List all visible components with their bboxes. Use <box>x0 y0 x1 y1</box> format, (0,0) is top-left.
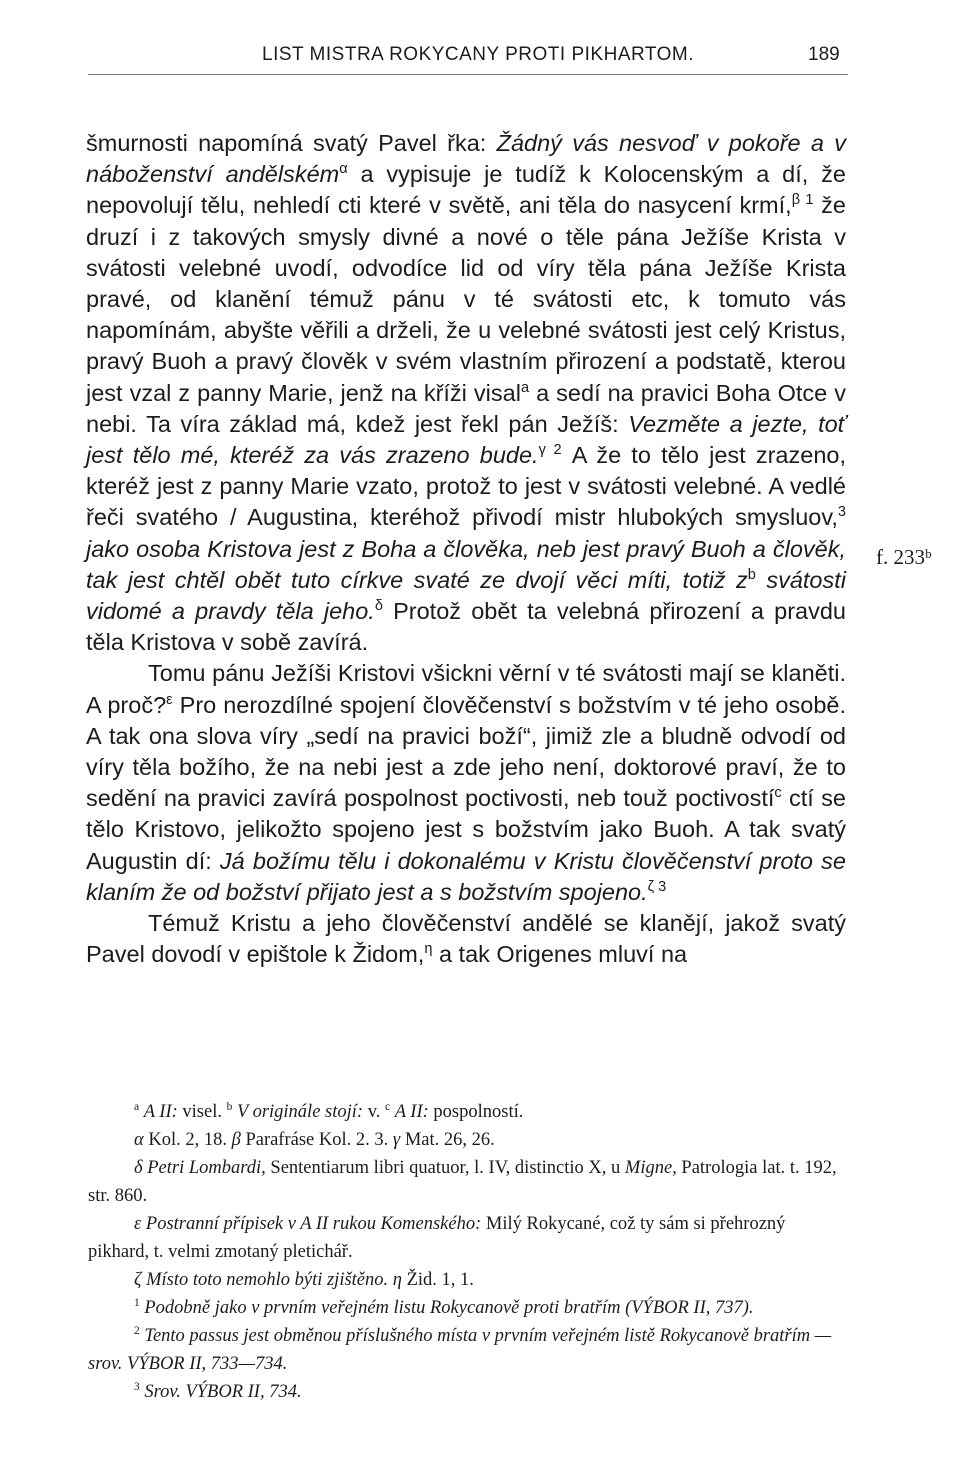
italic-text: A II: <box>394 1102 429 1122</box>
italic-text: β <box>231 1130 241 1150</box>
text-span: Parafráse Kol. 2. 3. <box>240 1130 393 1150</box>
text-span: pospolností. <box>428 1102 524 1122</box>
text-span: visel. <box>177 1102 227 1122</box>
text-span: Kol. 2, 18. <box>143 1130 232 1150</box>
margin-folio-note: f. 233ᵇ <box>876 545 932 569</box>
italic-text: ε Postranní přípisek v A II rukou Komenského: <box>134 1214 482 1234</box>
italic-text: A II: <box>143 1102 178 1122</box>
footnote <box>88 1294 846 1322</box>
text-span: Patrologia lat. t. 192, str. 860. <box>88 1158 837 1206</box>
text-span: A že to tělo jest zrazeno, kteréž jest z panny Marie vzato, protož to jest v svátosti velebné. A vedlé řeči svatého / Augustina, kteréhož přivodí mistr hlubokých smysluov, <box>86 442 846 531</box>
note-marker: δ <box>374 598 383 615</box>
note-marker: 3 <box>134 1380 140 1393</box>
page-number: 189 <box>808 44 840 65</box>
header-rule <box>88 74 848 75</box>
running-header <box>0 30 960 78</box>
paragraph <box>86 658 846 908</box>
note-marker: a <box>520 379 530 396</box>
paragraph <box>86 128 846 658</box>
footnote <box>88 1098 846 1126</box>
note-marker: η <box>424 941 433 958</box>
italic-text: Žádný vás nesvoď v pokoře a v náboženství andělském <box>86 130 846 188</box>
footnote <box>88 1126 846 1154</box>
note-marker: 2 <box>134 1324 140 1337</box>
text-span: Milý Rokycané, což ty sám si přehrozný pikhard, t. velmi zmotaný pletichář. <box>88 1214 786 1262</box>
italic-text: Podobně jako v prvním veřejném listu Rokycanově proti bratřím (VÝBOR II, 737). <box>144 1298 754 1318</box>
text-span: Tomu pánu Ježíši Kristovi všickni věrní v té svátosti mají se klaněti. A proč? <box>86 660 846 718</box>
italic-text: Vezměte a jezte, toť jest tělo mé, kteréž za vás zrazeno bude. <box>86 410 846 469</box>
text-span: a sedí na pravici Boha Otce v nebi. Ta víra základ má, kdež jest řekl pán Ježíš: <box>86 379 847 437</box>
note-marker: c <box>774 785 782 802</box>
note-marker: ε <box>166 691 173 708</box>
footnote <box>88 1154 846 1210</box>
italic-text: Tento passus jest obměnou příslušného místa v prvním veřejném listě Rokycanově bratřím — srov. VÝBOR II, 733—734. <box>88 1326 832 1374</box>
italic-text: δ Petri Lombardi, <box>134 1158 266 1178</box>
note-marker: 3 <box>837 504 846 521</box>
note-marker: ζ 3 <box>647 879 667 896</box>
text-span: a tak Origenes mluví na <box>432 941 688 968</box>
text-span: šmurnosti napomíná svatý Pavel řka: <box>86 130 497 156</box>
text-span: že druzí i z takových smysly divné a nové o těle pána Ježíše Krista v svátosti velebné uvodí, odvodíce lid od víry těla pána Ježíše Krista pravé, od klanění témuž pánu v té svátosti etc, k tomuto vás napomínám, abyšte věřili a drželi, že u velebné svátosti jest celý Kristus, pravý Buoh a pravý člověk v svém vlastním přirození a podstatě, kterou jest vzal z panny Marie, jenž na kříži visal <box>86 192 847 406</box>
text-span: Témuž Kristu a jeho člověčenství andělé se klanějí, jakož svatý Pavel dovodí v epištole k Židom, <box>86 910 846 968</box>
note-marker: 1 <box>134 1296 140 1309</box>
text-span: v. <box>363 1102 385 1122</box>
italic-text: ζ Místo toto nemohlo býti zjištěno. <box>134 1270 389 1290</box>
italic-text: γ <box>392 1130 401 1150</box>
italic-text: V originále stojí: <box>236 1102 364 1122</box>
text-span: Sententiarum libri quatuor, l. IV, distinctio X, u <box>265 1158 625 1178</box>
footnotes <box>88 1098 846 1406</box>
main-text <box>86 128 846 970</box>
note-marker: b <box>747 567 756 584</box>
text-span: Žid. 1, 1. <box>401 1270 474 1290</box>
note-marker: a <box>134 1100 140 1113</box>
footnote <box>88 1322 846 1378</box>
italic-text: Migne, <box>624 1158 677 1178</box>
italic-text: α <box>134 1130 144 1150</box>
note-marker: α <box>339 161 348 178</box>
italic-text: jako osoba Kristova jest z Boha a člověka, neb jest pravý Buoh a člověk, tak jest chtěl obět tuto církve svaté ze dvojí věci míti, totiž z <box>86 535 846 593</box>
text-span: Mat. 26, 26. <box>400 1130 495 1150</box>
text-span: Pro nerozdílné spojení člověčenství s božstvím v té jeho osobě. A tak ona slova víry „sedí na pravici boží“, jimiž zle a bludně odvodí od víry těla božího, že na nebi jest a zde jeho není, doktorové praví, že to sedění na pravici zavírá pospolnost poctivosti, neb touž poctivostí <box>86 691 846 812</box>
note-marker: γ 2 <box>538 442 562 459</box>
italic-text: Já božímu tělu i dokonalému v Kristu člověčenství proto se klaním že od božství přijato jest a s božstvím spojeno. <box>86 847 846 905</box>
note-marker: c <box>385 1100 391 1113</box>
footnote <box>88 1210 846 1266</box>
paragraph <box>86 908 846 970</box>
italic-text: Srov. VÝBOR II, 734. <box>144 1382 302 1402</box>
text-span: ctí se tělo Kristovo, jelikožto spojeno jest s božstvím jako Buoh. A tak svatý Augustin dí: <box>86 785 847 874</box>
note-marker: β 1 <box>791 192 814 209</box>
italic-text: svátosti vidomé a pravdy těla jeho. <box>86 566 846 625</box>
running-title: LIST MISTRA ROKYCANY PROTI PIKHARTOM. <box>262 44 695 65</box>
footnote <box>88 1266 846 1294</box>
note-marker: b <box>226 1100 233 1113</box>
footnote <box>88 1378 846 1406</box>
text-span: a vypisuje je tudíž k Kolocenským a dí, že nepovolují tělu, nehledí cti které v světě, ani těla do nasycení krmí, <box>86 161 846 219</box>
italic-text: η <box>392 1270 402 1290</box>
text-span: Protož obět ta velebná přirození a pravdu těla Kristova v sobě zavírá. <box>86 598 846 656</box>
